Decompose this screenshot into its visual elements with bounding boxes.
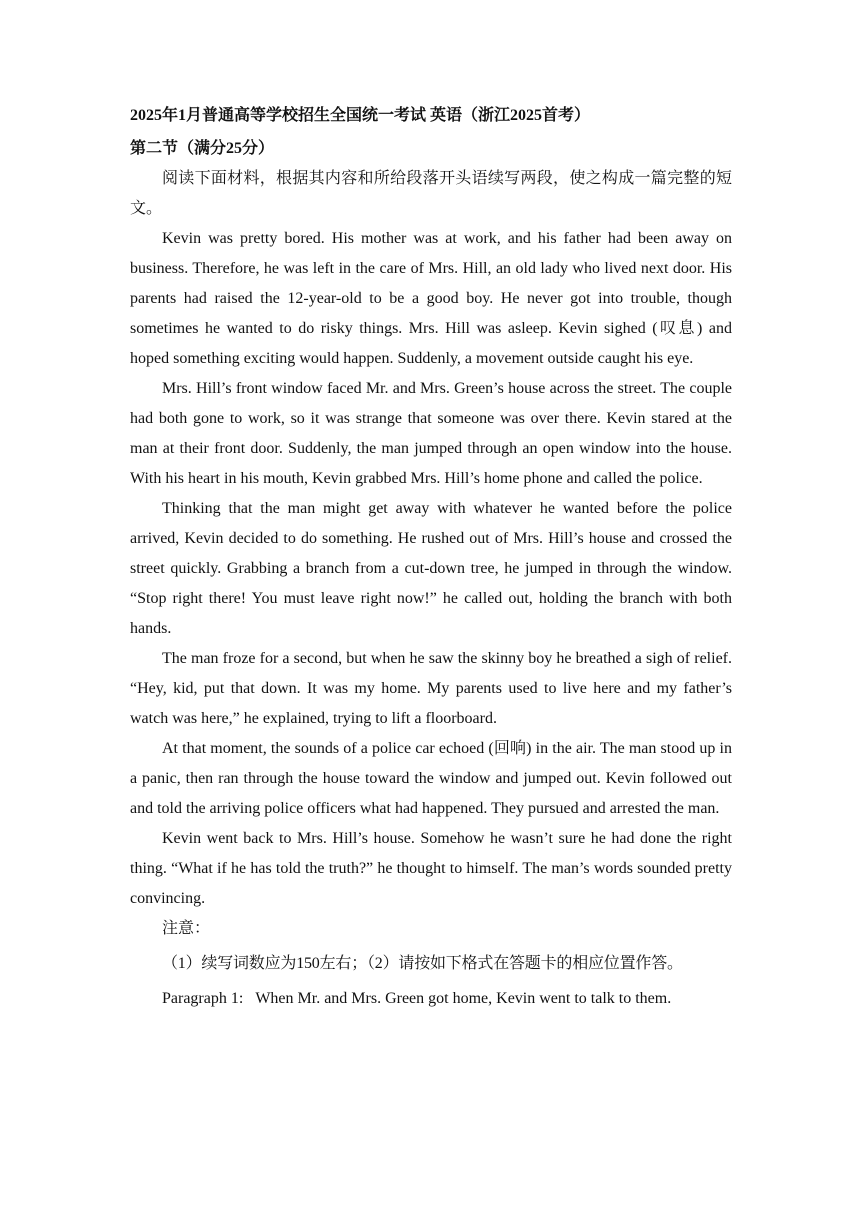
story-paragraph-1: Kevin was pretty bored. His mother was at work, and his father had been away on business. Therefore, he was left in the care of Mrs. Hill, an old lady who lived next door. His parents had raised the 12-year-old to be a good boy. He never got into trouble, though sometimes he wanted to do risky things. Mrs. Hill was asleep. Kevin sighed (叹息) and hoped something exciting would happen. Suddenly, a movement outside caught his eye. xyxy=(130,230,732,367)
section-heading: 第二节（满分25分） xyxy=(130,140,275,157)
paragraph-prompt xyxy=(130,984,732,1014)
requirements-text: （1）续写词数应为150左右；（2）请按如下格式在答题卡的相应位置作答。 xyxy=(162,955,683,972)
story-paragraph-3: Thinking that the man might get away with whatever he wanted before the police arrived, Kevin decided to do something. He rushed out of Mrs. Hill’s house and crossed the street quickly. Grabbing a branch from a cut-down tree, he jumped in through the window. “Stop right there! You must leave right now!” he called out, holding the branch with both hands. xyxy=(130,500,732,637)
story-paragraph-6: Kevin went back to Mrs. Hill’s house. Somehow he wasn’t sure he had done the right thing. “What if he has told the truth?” he thought to himself. The man’s words sounded pretty convincing. xyxy=(130,830,732,907)
story-paragraph-5: At that moment, the sounds of a police car echoed (回响) in the air. The man stood up in a panic, then ran through the house toward the window and jumped out. Kevin followed out and told the arriving police officers what had happened. They pursued and arrested the man. xyxy=(130,740,732,817)
prompt-label: Paragraph 1: xyxy=(162,990,244,1007)
story-paragraph-4: The man froze for a second, but when he saw the skinny boy he breathed a sigh of relief. “Hey, kid, put that down. It was my home. My parents used to live here and my father’s watch was here,” he explained, trying to lift a floorboard. xyxy=(130,650,732,727)
story-paragraph-2: Mrs. Hill’s front window faced Mr. and Mrs. Green’s house across the street. The couple had both gone to work, so it was strange that someone was over there. Kevin stared at the man at their front door. Suddenly, the man jumped through an open window into the house. With his heart in his mouth, Kevin grabbed Mrs. Hill’s home phone and called the police. xyxy=(130,380,732,487)
exam-content xyxy=(130,98,732,1014)
instruction-text: 阅读下面材料，根据其内容和所给段落开头语续写两段，使之构成一篇完整的短文。 xyxy=(130,170,732,217)
prompt-text: When Mr. and Mrs. Green got home, Kevin went to talk to them. xyxy=(255,990,672,1007)
exam-title: 2025年1月普通高等学校招生全国统一考试 英语（浙江2025首考） xyxy=(130,107,591,124)
note-label: 注意： xyxy=(162,920,211,937)
